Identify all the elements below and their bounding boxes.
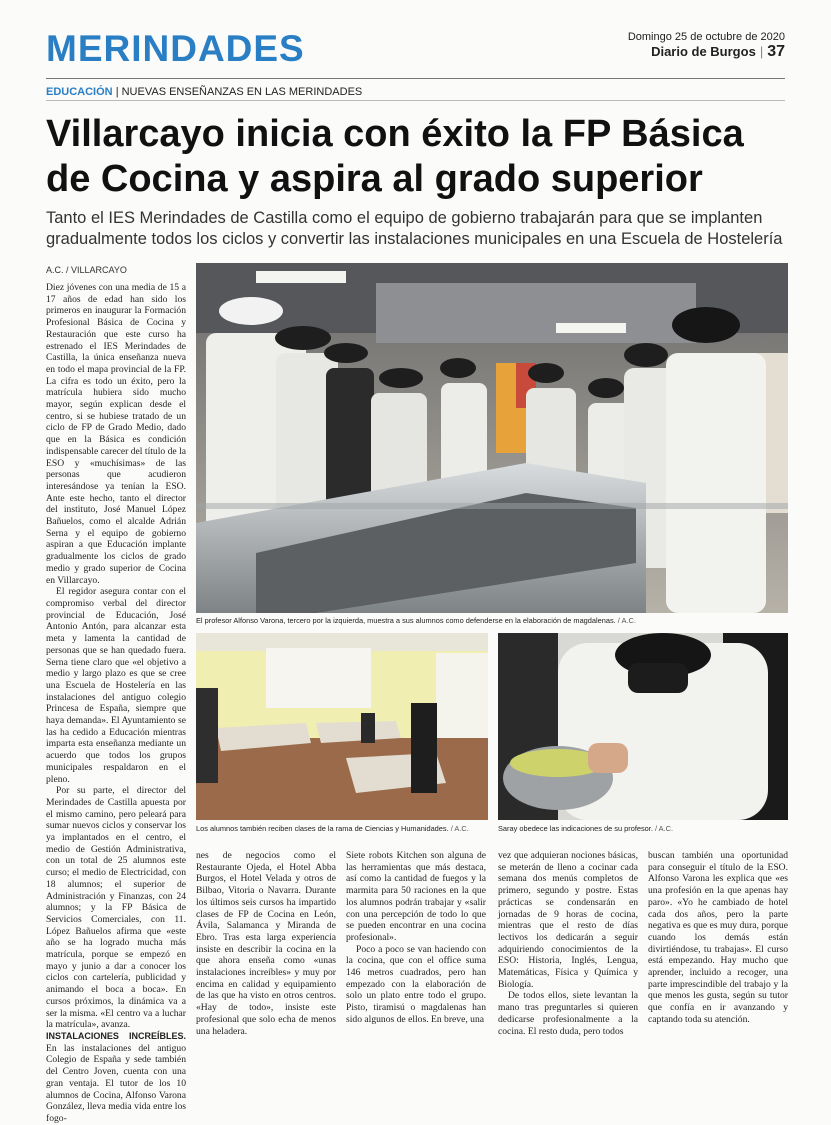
headline	[46, 112, 786, 202]
saray-caption-text: Saray obedece las indicaciones de su profesor.	[498, 824, 653, 833]
article-paragraph: Diez jóvenes con una media de 15 a 17 años de edad han sido los primeros en inaugurar la Formación Profesional Básica de Cocina y Restauración que este curso ha estrenado el IES Merindades de Castilla, la única enseñanza nueva en todo el mapa provincial de la FP. La cifra es todo un éxito, pero la matrícula hubiera sido mucho mayor, según explican desde el centro, si se hubiese tratado de un ciclo de FP de Grado Medio, dado que en la Básica es condición indispensable carecer del título de la ESO y «muchísimas» de las personas que acudieron interesándose ya tenían la ESO. Ante este hecho, tanto el director del instituto, José Manuel López Bañuelos, como el alcalde Adrián Serna y el equipo de gobierno aspiran a que Educación implante gradualmente los ciclos de grado medio y grado superior de Cocina en Villarcayo.	[46, 282, 186, 586]
article-paragraph: vez que adquieran nociones básicas, se meterán de lleno a cocinar cada semana dos menús completos de primero, segundo y postre. Estas prácticas se condensarán en jornadas de 9 horas de cocina, mientras que el resto de días lectivos los dedicarán a seguir adquiriendo conocimientos de la ESO: Historia, Inglés, Lengua, Matemáticas, Física y Química y Biología.	[498, 850, 638, 990]
kitchen-caption-text: El profesor Alfonso Varona, tercero por la izquierda, muestra a sus alumnos como defenderse en la elaboración de magdalenas.	[196, 616, 616, 625]
classroom-photo-caption	[196, 824, 488, 834]
headline-line-1: Villarcayo inicia con éxito la FP Básica	[46, 113, 744, 155]
publication-name: Diario de Burgos	[651, 44, 756, 59]
subheadline: Tanto el IES Merindades de Castilla como el equipo de gobierno trabajarán para que se implanten gradualmente todos los ciclos y convertir las instalaciones municipales en una Escuela de Hostelería	[46, 209, 783, 248]
article-paragraph: El regidor asegura contar con el compromiso verbal del director provincial de Educación, José Antonio Antón, para alcanzar esta meta y lamenta la cantidad de personas que se han quedado fuera. Serna tiene claro que «el objetivo a medio y largo plazo es que se cree una Escuela de Hostelería en las instalaciones del antiguo colegio Princesa de España, siempre que haya demanda». El Ayuntamiento se las ha cedido a Educación mientras imparta esta enseñanza mediante un acuerdo que todos los grupos municipales respaldaron en el pleno.	[46, 586, 186, 785]
kitchen-photo-image	[196, 263, 788, 613]
pipe-separator: |	[759, 44, 764, 59]
byline-location: VILLARCAYO	[71, 265, 127, 275]
classroom-caption-credit: / A.C.	[450, 824, 469, 833]
article-paragraph: De todos ellos, siete levantan la mano tras preguntarles si quieren dedicarse profesionalmente a la cocina. El resto duda, pero todos	[498, 990, 638, 1037]
saray-photo	[498, 633, 788, 820]
section-title: MERINDADES	[46, 28, 305, 69]
article-column-3	[346, 850, 486, 1024]
headline-line-2: de Cocina y aspira al grado superior	[46, 158, 703, 200]
issue-date: Domingo 25 de octubre de 2020	[627, 31, 785, 43]
saray-photo-image	[498, 633, 788, 820]
subsection-text: En las instalaciones del antiguo Colegio de España y sede también del Centro Joven, cuenta con una gran ventaja. El tutor de los 10 alumnos de Cocina, Alfonso Varona González, lleva media vida entre los fogo-	[46, 1042, 186, 1124]
article-paragraph: nes de negocios como el Restaurante Ojeda, el Hotel Abba Burgos, el Hotel Velada y otros de Bilbao, Vitoria o Navarra. Durante los últimos seis cursos ha impartido clases de FP de Cocina en León, Ávila, Salamanca y Miranda de Ebro. Tras esta larga experiencia insiste en describir la cocina en la que ahora enseña como «unas instalaciones increíbles» y muy por encima en calidad y equipamiento de las que ha visto en otros centros. «Hay de todo», insiste este profesional que solo echa de menos una heladera.	[196, 850, 336, 1037]
article-paragraph: Siete robots Kitchen son alguna de las herramientas que más destaca, así como la cantidad de fuegos y la marmita para 50 raciones en la que los alumnos podrán trabajar y «salir con una percepción de todo lo que se pueden encontrar en una cocina profesional».	[346, 850, 486, 943]
article-paragraph: Por su parte, el director del Merindades de Castilla apuesta por el mismo camino, pero peleará para sumar nuevos ciclos y conservar los ya implantados en el centro, el medio de Gestión Administrativa, con un total de 25 alumnos este curso; el medio de Electricidad, con 18 alumnos; el superior de Administración y Finanzas, con 24 alumnos; y la FP Básica de Servicios Comerciales, con 11. López Bañuelos afirma que «este año se ha logrado mucha más matrícula, porque se empezó en mayo y junio a dar a conocer los ciclos con cartelería, publicidad y animando el boca a boca». En cursos próximos, la dinámica va a ser la misma. «El centro va a luchar la matrícula», avanza.	[46, 785, 186, 1031]
article-column-2	[196, 850, 336, 1037]
kicker-separator: |	[115, 86, 119, 98]
header-rule	[46, 78, 785, 79]
page-number: 37	[767, 43, 785, 60]
kicker	[46, 86, 362, 98]
saray-photo-caption	[498, 824, 788, 834]
article-paragraph	[46, 1031, 186, 1125]
kicker-topic: NUEVAS ENSEÑANZAS EN LAS MERINDADES	[121, 86, 363, 98]
byline: A.C. / VILLARCAYO	[46, 265, 127, 275]
classroom-photo	[196, 633, 488, 820]
kitchen-photo	[196, 263, 788, 613]
kitchen-caption-credit: / A.C.	[617, 616, 636, 625]
classroom-caption-text: Los alumnos también reciben clases de la rama de Ciencias y Humanidades.	[196, 824, 449, 833]
kitchen-photo-caption	[196, 616, 788, 626]
article-paragraph: buscan también una oportunidad para conseguir el título de la ESO. Alfonso Varona les explica que «es una profesión en la que apenas hay paro». «Yo he cambiado de hotel cada dos años, pero la parte negativa es que es muy dura, porque cuando los demás están divirtiéndose, tu trabajas». El curso está empezando. Hay mucho que aprender, incluido a recoger, una parte imprescindible del trabajo y la que menos les gusta, según su tutor que confía en ir avanzando y captando toda su atención.	[648, 850, 788, 1025]
article-column-1	[46, 282, 186, 1124]
saray-caption-credit: / A.C.	[654, 824, 674, 833]
article-paragraph: Poco a poco se van haciendo con la cocina, que con el office suma 146 metros cuadrados, pero han empezado con la elaboración de solo un plato entre todo el grupo. Pisto, tiramisú o magdalenas han sido algunos de ellos. En breve, una	[346, 943, 486, 1025]
article-column-5	[648, 850, 788, 1024]
publication-info	[651, 43, 785, 61]
article-column-4	[498, 850, 638, 1037]
kicker-rule	[46, 100, 785, 101]
subsection-lead: INSTALACIONES INCREÍBLES.	[46, 1031, 186, 1041]
classroom-photo-image	[196, 633, 488, 820]
byline-author: A.C.	[46, 265, 64, 275]
kicker-category: EDUCACIÓN	[46, 86, 113, 98]
